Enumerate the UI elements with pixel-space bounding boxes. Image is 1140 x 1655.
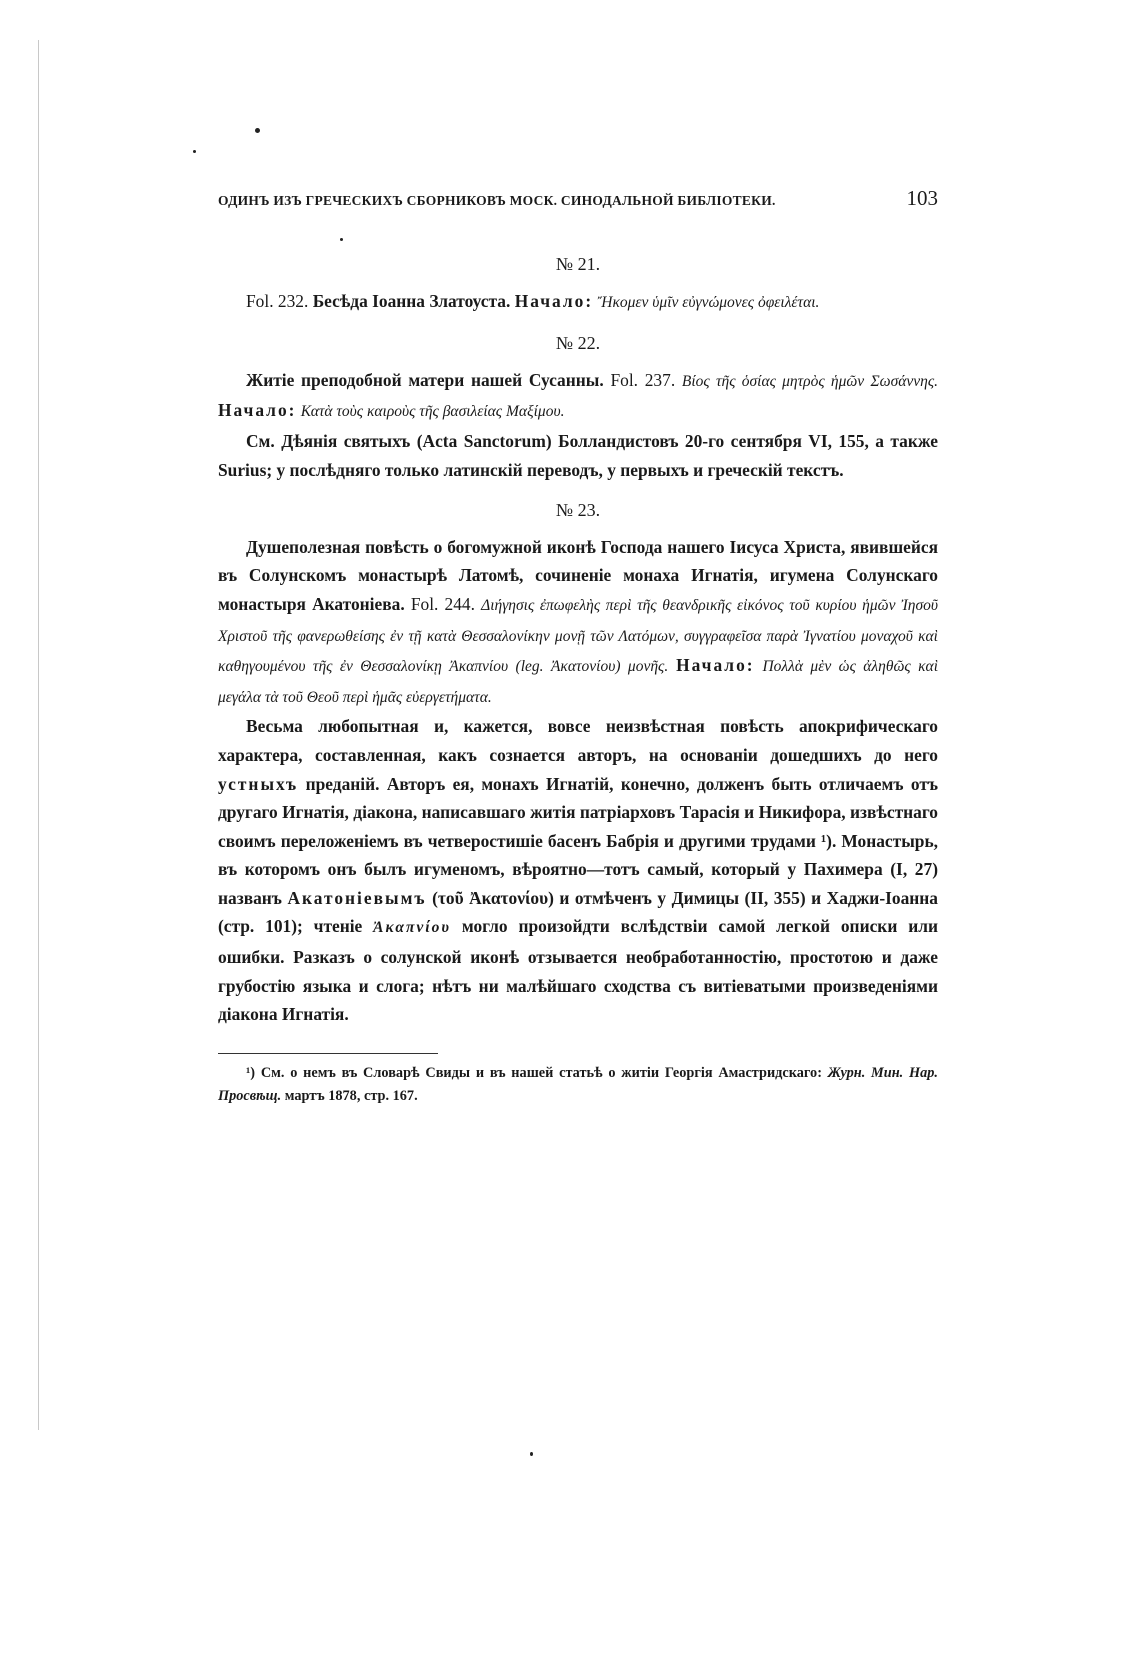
fol-ref: Fol. 244. xyxy=(410,593,475,614)
entry-number-23: № 23. xyxy=(555,500,601,521)
greek-title: Διήγησις ἐπωφελὴς περὶ τῆς θεανδρικῆς εἰκόνος τοῦ κυρίου ἡμῶν Ἰησοῦ Χριστοῦ τῆς φανερωθείσης ἐν τῇ κατὰ Θεσσαλονίκην μονῇ τῶν Λατόμων, συγγραφεῖσα παρὰ Ἰγνατίου μοναχοῦ καὶ καθηγουμένου τῆς ἐν Θεσσαλονίκῃ Ἀκαπνίου (leg. Ἀκατονίου) μονῆς. xyxy=(218,596,938,676)
incipit-greek: Πολλὰ μὲν ὡς ἀληθῶς καὶ μεγάλα τὰ τοῦ Θεοῦ περὶ ἡμᾶς εὐεργετήματα. xyxy=(218,658,938,706)
entry-23-text xyxy=(218,533,938,713)
entry-number-21: № 21. xyxy=(555,254,601,274)
entry-21-text xyxy=(218,287,938,318)
commentary-text: преданій. Авторъ ея, монахъ Игнатій, конечно, долженъ быть отличаемъ отъ другаго Игнатія, діакона, написавшаго житія патріарховъ Тарасія и Никифора, извѣстнаго своимъ переложеніемъ въ четверостишіе басенъ Бабрія и другими трудами ¹). Монастырь, въ которомъ онъ былъ игуменомъ, вѣроятно—тотъ самый, который у Пахимера (I, 27) названъ xyxy=(218,773,938,908)
footnote-text: ¹) См. о немъ въ Словарѣ Свиды и въ нашей статьѣ о житіи Георгія Амастридскаго: xyxy=(246,1065,822,1082)
spaced-word: Акатоніевымъ xyxy=(287,887,427,908)
note-label: См. xyxy=(246,430,275,451)
scan-edge-line xyxy=(38,40,39,1430)
page-number: 103 xyxy=(906,186,938,210)
commentary-text: Весьма любопытная и, кажется, вовсе неизвѣстная повѣсть апокрифическаго характера, составленная, какъ сознается авторъ, на основаніи дошедшихъ до него xyxy=(218,716,938,765)
scan-speck xyxy=(193,150,196,153)
footnote-text: мартъ 1878, стр. 167. xyxy=(284,1088,418,1105)
entry-title: Бесѣда Іоанна Златоуста. xyxy=(312,290,511,311)
page-body xyxy=(218,250,938,1108)
spaced-greek-word: Ἀκαπνίου xyxy=(373,919,451,937)
entry-22-note xyxy=(218,427,938,484)
greek-title: Βίος τῆς ὁσίας μητρὸς ἡμῶν Σωσάννης. xyxy=(681,372,938,390)
scan-speck xyxy=(255,128,260,133)
spaced-word: устныхъ xyxy=(218,773,299,794)
fol-ref: Fol. 232. xyxy=(246,290,309,311)
incipit-greek: Κατὰ τοὺς καιροὺς τῆς βασιλείας Μαξίμου. xyxy=(300,403,565,421)
page-header xyxy=(218,186,938,211)
incipit-label: Начало: xyxy=(514,290,594,311)
note-text: Дѣянія святыхъ (Acta Sanctorum) Болландистовъ 20-го сентября VI, 155, а также Surius; у послѣдняго только латинскій переводъ, у первыхъ и греческій текстъ. xyxy=(218,430,938,480)
commentary-text: могло произойдти вслѣдствіи самой легкой описки или ошибки. Разказъ о солунской иконѣ отзывается необработанностію, простотою и даже грубостію языка и слога; нѣтъ ни малѣйшаго сходства съ витіеватыми произведеніями діакона Игнатія. xyxy=(218,916,938,1025)
running-title: ОДИНЪ ИЗЪ ГРЕЧЕСКИХЪ СБОРНИКОВЪ МОСК. СИНОДАЛЬНОЙ БИБЛІОТЕКИ. xyxy=(218,193,776,208)
fol-ref: Fol. 237. xyxy=(610,369,676,390)
incipit-label: Начало: xyxy=(218,400,297,421)
entry-22-text xyxy=(218,366,938,427)
incipit-greek: Ἤκομεν ὑμῖν εὐγνώμονες ὀφειλέται. xyxy=(597,293,820,311)
footnote xyxy=(218,1062,938,1108)
scan-speck xyxy=(340,238,343,241)
entry-23-commentary xyxy=(218,712,938,1029)
entry-title: Душеполезная повѣсть о богомужной иконѣ Господа нашего Іисуса Христа, явившейся въ Солунскомъ монастырѣ Латомѣ, сочиненіе монаха Игнатія, игумена Солунскаго монастыря Акатоніева. xyxy=(218,536,938,614)
footnote-rule xyxy=(218,1053,438,1055)
scan-speck xyxy=(530,1452,533,1456)
entry-title: Житіе преподобной матери нашей Сусанны. xyxy=(246,369,604,390)
entry-number-22: № 22. xyxy=(555,333,601,354)
commentary-text: (τοῦ Ἀκατονίου) и отмѣченъ у Димицы (II, 355) и Хаджи-Іоанна (стр. 101); чтеніе xyxy=(218,887,938,937)
incipit-label: Начало: xyxy=(676,655,755,676)
journal-title: Журн. Мин. Нар. Просвѣщ. xyxy=(218,1065,938,1105)
